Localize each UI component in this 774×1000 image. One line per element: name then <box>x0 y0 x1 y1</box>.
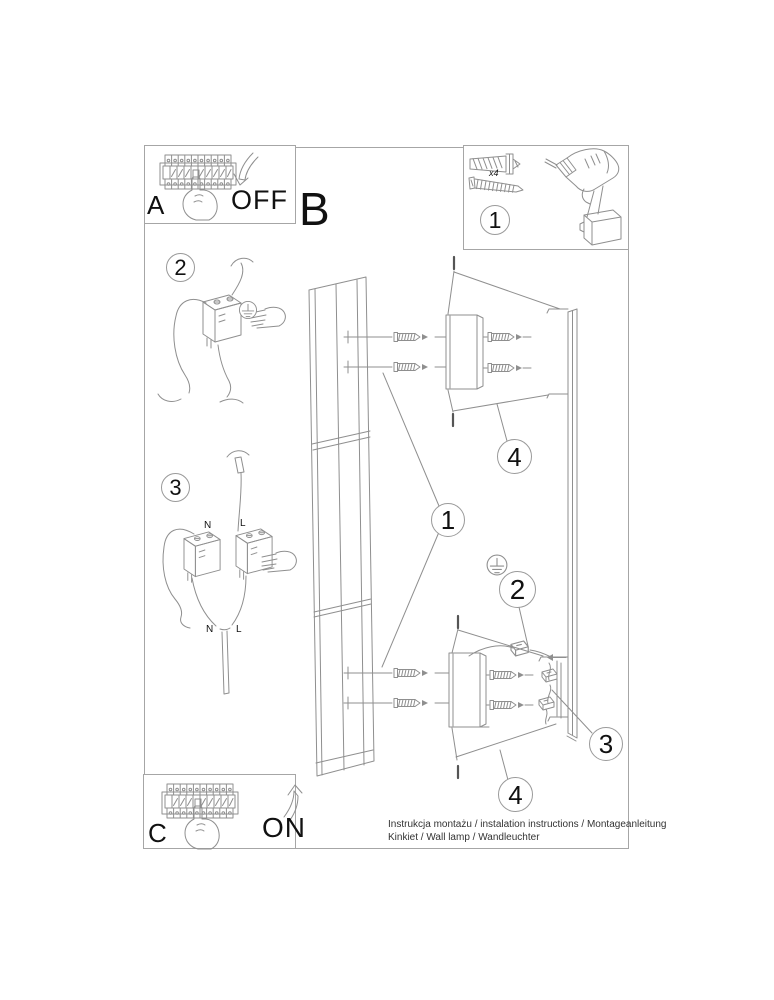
drill-icon <box>545 149 621 245</box>
anchor-quantity-label: x4 <box>489 168 499 178</box>
hand-icon <box>262 551 296 572</box>
screw-icon <box>469 177 523 192</box>
lower-wiring <box>469 641 566 724</box>
step-2-badge: 2 <box>166 253 195 282</box>
step-c-label: C <box>148 818 167 848</box>
live-wire-label: L <box>236 624 242 635</box>
neutral-wire-label: N <box>206 624 214 635</box>
off-label: OFF <box>231 185 288 215</box>
wire-connector-icon <box>184 532 220 582</box>
breaker-panel-icon <box>162 784 238 818</box>
mounting-bracket-upper <box>446 315 483 389</box>
wall-rail <box>539 309 577 741</box>
callout-3-badge: 3 <box>589 727 623 761</box>
neutral-wire-label: N <box>204 520 212 531</box>
upper-projection-lines <box>448 257 560 426</box>
wire-connector-icon <box>203 295 241 348</box>
tools-step-badge: 1 <box>480 205 510 235</box>
live-wire-label: L <box>240 518 246 529</box>
caption-line-2: Kinkiet / Wall lamp / Wandleuchter <box>388 832 540 843</box>
wire-connector-icon <box>236 529 272 579</box>
pressing-hand-icon <box>185 806 219 849</box>
mounting-bracket-lower <box>449 653 486 727</box>
wire-connector-icon <box>539 697 554 710</box>
callout-4-badge-upper: 4 <box>497 439 532 474</box>
step-3-badge: 3 <box>161 473 190 502</box>
caption-line-1: Instrukcja montażu / instalation instructions / Montageanleitung <box>388 819 667 830</box>
lower-projection-lines <box>452 616 556 778</box>
lamp-profile <box>309 277 374 776</box>
on-label: ON <box>262 812 306 843</box>
callout-lines <box>382 373 592 780</box>
callout-4-badge-lower: 4 <box>498 777 533 812</box>
breaker-panel-icon <box>160 155 236 189</box>
callout-2-badge: 2 <box>499 571 536 608</box>
upper-screws <box>344 331 531 373</box>
ground-symbol-icon <box>239 301 256 318</box>
pressing-hand-icon <box>183 177 217 220</box>
arrow-down-icon <box>234 153 258 185</box>
step-a-label: A <box>147 190 165 220</box>
callout-1-badge: 1 <box>431 503 465 537</box>
ground-symbol-icon <box>487 555 507 575</box>
step-b-label: B <box>299 183 330 235</box>
